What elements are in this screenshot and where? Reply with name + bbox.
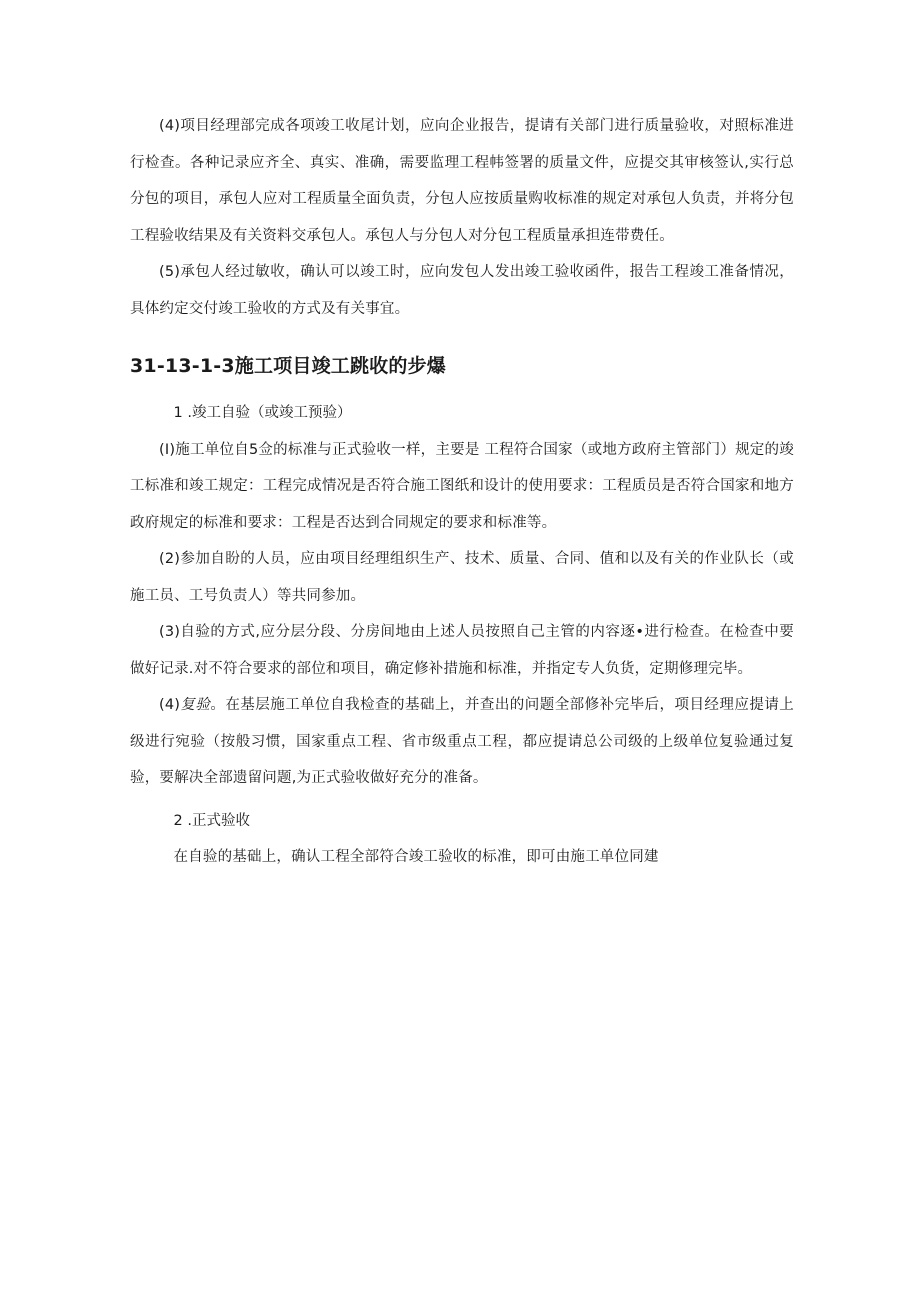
paragraph-index: (4) (159, 118, 181, 134)
paragraph-4-mid (130, 687, 794, 797)
paragraph-1-mid (130, 432, 794, 542)
paragraph-index: (4) (159, 697, 181, 713)
paragraph-5-top (130, 254, 794, 327)
paragraph-index: (5) (159, 264, 181, 280)
last-paragraph: 在自验的基础上，确认工程全部符合竣工验收的标准，即可由施工单位同建 (173, 849, 659, 865)
paragraph-4-top (130, 108, 794, 254)
paragraph-text: 自验的方式,应分层分段、分房间地由上述人员按照自己主管的内容逐•进行检查。在检查中要做好记录.对不符合要求的部位和项目，确定修补措施和标准，并指定专人负货，定期修理完毕。 (130, 624, 794, 677)
subsection-heading-1: 1 .竣工自验（或竣工预验） (173, 405, 352, 421)
paragraph-index: (I) (159, 441, 176, 458)
paragraph-text: 施工单位自5佥的标准与正式验收一样，主要是 工程符合国家（或地方政府主管部门）规定的竣工标准和竣工规定：工程完成情况是否符合施工图纸和设计的使用要求：工程质员是否符合国家和地方政府规定的标准和要求：工程是否达到合同规定的要求和标准等。 (130, 441, 794, 531)
paragraph-text: 。在基层施工单位自我检查的基础上，并查出的问题全部修补完毕后，项目经理应提请上级进行宛验（按般习惯，国家重点工程、省市级重点工程，都应提请总公司级的上级单位复验通过复验，要解决全部遗留问题,为正式验收做好充分的准备。 (130, 697, 794, 786)
paragraph-text: 项目经理部完成各项竣工收尾计划，应向企业报告，提请有关部门进行质量验收，对照标准进行检查。各种记录应齐全、真实、准确，需要监理工程帏签署的质量文件，应提交其审核签认,实行总分包的项目，承包人应对工程质量全面负责，分包人应按质量购收标准的规定对承包人负责，并将分包工程验收结果及有关资料交承包人。承包人与分包人对分包工程质量承担连带费任。 (130, 118, 794, 244)
paragraph-text: 承包人经过敏收，确认可以竣工时，应向发包人发出竣工验收函件，报告工程竣工准备情况，具体约定交付竣工验收的方式及有关事宜。 (130, 264, 794, 317)
paragraph-index: (2) (159, 551, 181, 567)
document-page (130, 108, 794, 876)
paragraph-lead: 复验 (180, 697, 211, 713)
paragraph-2-mid (130, 541, 794, 614)
subsection-heading-2: 2 .正式验收 (173, 812, 250, 829)
paragraph-3-mid (130, 614, 794, 687)
paragraph-text: 参加自盼的人员，应由项目经理组织生产、技术、质量、合同、值和以及有关的作业队长（或施工员、工号负责人）等共同参加。 (130, 551, 794, 604)
paragraph-index: (3) (159, 624, 181, 640)
section-heading: 31-13-1-3施工项目竣工跳收的步爆 (130, 355, 446, 377)
